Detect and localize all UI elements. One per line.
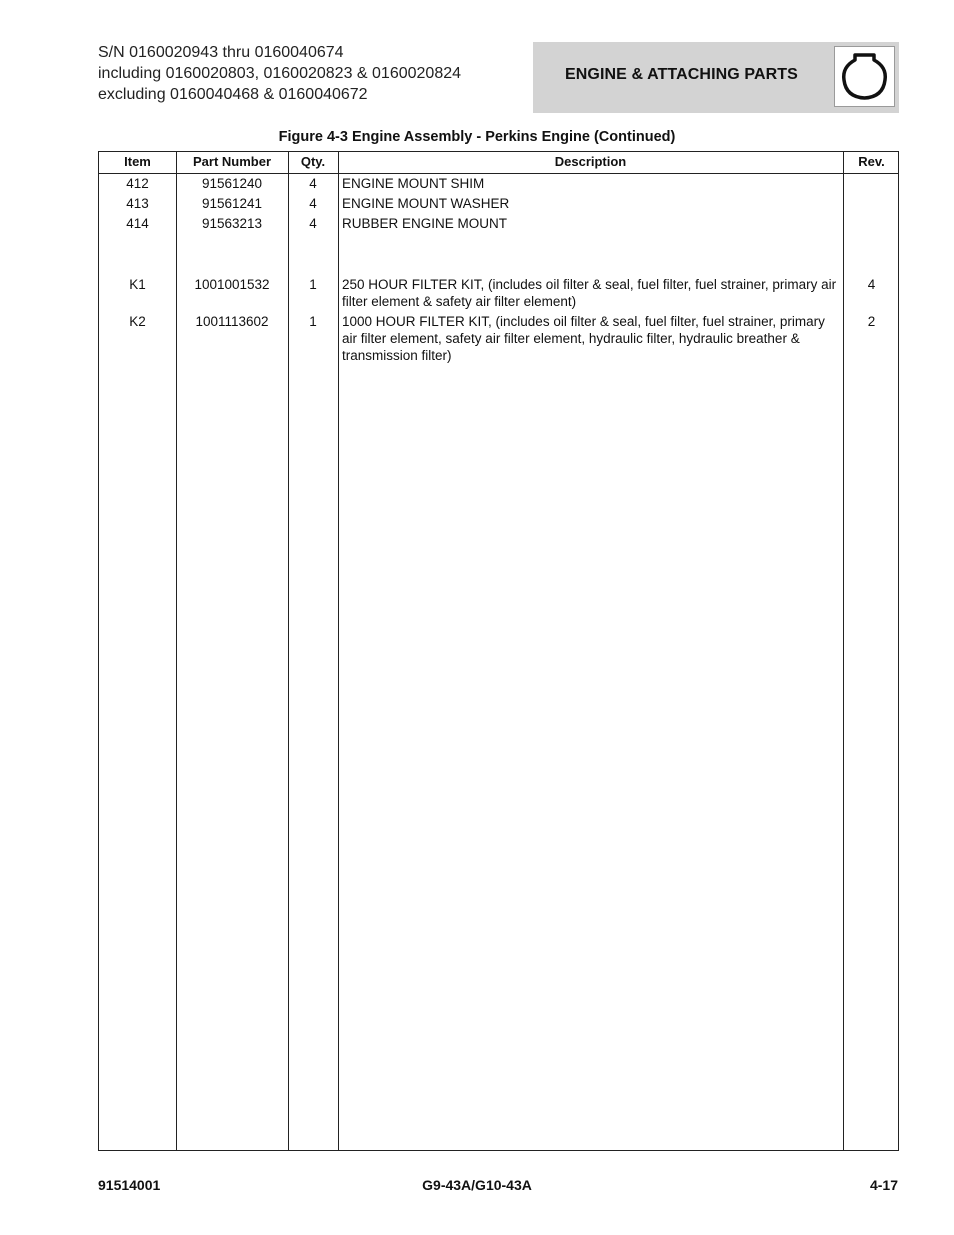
row-description: ENGINE MOUNT SHIM <box>342 176 485 191</box>
serial-range-line: S/N 0160020943 thru 0160040674 <box>98 44 344 61</box>
row-qty: 4 <box>309 196 317 211</box>
figure-title: Figure 4-3 Engine Assembly - Perkins Engine (Continued) <box>278 129 676 145</box>
row-description: 1000 HOUR FILTER KIT, (includes oil filter & seal, fuel filter, fuel strainer, primary air filter element, safety air filter element, hydraulic filter, hydraulic breather & transmission filter) <box>342 314 825 363</box>
row-part-number: 91563213 <box>201 216 263 231</box>
row-part-number: 91561241 <box>201 196 263 211</box>
footer-document-number: 91514001 <box>98 1177 161 1193</box>
row-rev: 2 <box>867 314 876 329</box>
header-rev: Rev. <box>858 154 885 169</box>
serial-including-line: including 0160020803, 0160020823 & 0160020824 <box>98 65 462 82</box>
header-divider <box>99 173 898 174</box>
row-qty: 4 <box>309 216 317 231</box>
row-description: 250 HOUR FILTER KIT, (includes oil filter & seal, fuel filter, fuel strainer, primary air filter element & safety air filter element) <box>342 277 837 309</box>
row-item: K2 <box>129 314 146 329</box>
row-qty: 4 <box>309 176 317 191</box>
row-description: RUBBER ENGINE MOUNT <box>342 216 508 231</box>
header-part-number: Part Number <box>192 154 272 169</box>
footer-page-number: 4-17 <box>869 1177 898 1193</box>
engine-outline-icon <box>834 46 895 107</box>
column-divider <box>176 152 177 1150</box>
row-item: 412 <box>126 176 149 191</box>
header-description: Description <box>554 154 627 169</box>
row-description: ENGINE MOUNT WASHER <box>342 196 510 211</box>
row-item: 413 <box>126 196 149 211</box>
row-part-number: 1001001532 <box>194 277 270 292</box>
section-header-box <box>533 42 899 113</box>
row-rev: 4 <box>867 277 876 292</box>
footer-model: G9-43A/G10-43A <box>422 1177 532 1193</box>
header-qty: Qty. <box>300 154 326 169</box>
row-part-number: 91561240 <box>201 176 263 191</box>
parts-table <box>98 151 899 1151</box>
column-divider <box>843 152 844 1150</box>
column-divider <box>338 152 339 1150</box>
serial-excluding-line: excluding 0160040468 & 0160040672 <box>98 86 368 103</box>
column-divider <box>288 152 289 1150</box>
row-item: 414 <box>126 216 149 231</box>
row-qty: 1 <box>309 314 317 329</box>
row-part-number: 1001113602 <box>195 314 269 329</box>
section-title: ENGINE & ATTACHING PARTS <box>565 66 798 83</box>
header-item: Item <box>124 154 151 169</box>
serial-number-block <box>98 42 461 105</box>
row-item: K1 <box>129 277 146 292</box>
row-qty: 1 <box>309 277 317 292</box>
